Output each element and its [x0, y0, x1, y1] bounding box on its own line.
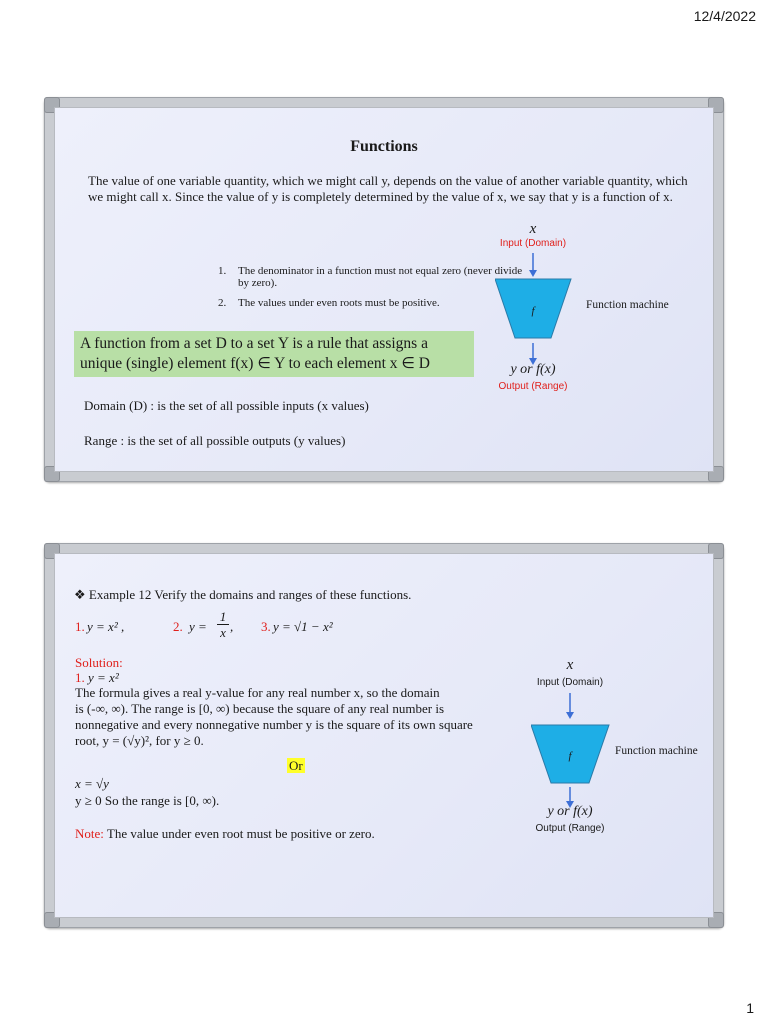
- intro-paragraph: The value of one variable quantity, which we might call y, depends on the value of another variable quantity, which we might call x. Since the value of y is completely determined by the value of x, we say that y is a function of x.: [88, 173, 688, 204]
- machine-label: Function machine: [586, 299, 669, 311]
- rule-2-text: The values under even roots must be positive.: [238, 297, 440, 309]
- rule-1-text: The denominator in a function must not equal zero (never divide by zero).: [238, 265, 523, 289]
- input-label: Input (Domain): [536, 677, 604, 688]
- func-2-numerator: 1: [219, 609, 227, 624]
- definition-line-2: unique (single) element f(x) ∈ Y to each element x ∈ D: [80, 355, 430, 372]
- rule-1-number: 1.: [218, 265, 227, 277]
- slide-2: [44, 543, 724, 928]
- range-definition: Range : is the set of all possible outputs (y values): [84, 433, 346, 448]
- note-label: Note:: [75, 826, 104, 841]
- solution-line-3: nonnegative and every nonnegative number y is the square of its own square: [75, 717, 473, 732]
- note: [75, 826, 375, 842]
- machine-symbol: f: [568, 750, 572, 762]
- slide-1: [44, 97, 724, 482]
- rule-2-number: 2.: [218, 297, 227, 309]
- input-arrow-icon: [529, 253, 537, 277]
- func-1-number: 1.: [75, 619, 85, 634]
- output-variable: y or f(x): [510, 362, 556, 377]
- func-2-denominator: x: [220, 625, 226, 640]
- func-1: y = x² ,: [87, 619, 125, 634]
- alt-line-1: x = √y: [75, 776, 109, 791]
- input-variable: x: [529, 221, 537, 237]
- output-label: Output (Range): [535, 823, 605, 834]
- example-heading: ❖ Example 12 Verify the domains and ranges of these functions.: [74, 587, 412, 602]
- func-3-number: 3.: [261, 619, 271, 634]
- output-label: Output (Range): [498, 381, 568, 392]
- alt-line-2: y ≥ 0 So the range is [0, ∞).: [75, 793, 220, 808]
- page-number: 1: [746, 1000, 754, 1016]
- func-2-number: 2.: [173, 619, 183, 634]
- note-text: The value under even root must be positive or zero.: [106, 826, 375, 841]
- solution-1-number: 1.: [75, 670, 85, 685]
- slide-title: Functions: [350, 138, 418, 155]
- rule-2: [218, 297, 528, 309]
- output-variable: y or f(x): [547, 804, 593, 819]
- input-variable: x: [566, 657, 574, 673]
- solution-1-heading: [75, 670, 119, 686]
- machine-label: Function machine: [615, 745, 698, 757]
- or-highlight: [287, 758, 305, 774]
- rule-1: [218, 265, 528, 289]
- input-arrow-icon: [566, 693, 574, 719]
- solution-line-4: root, y = (√y)², for y ≥ 0.: [75, 733, 204, 748]
- date-header: 12/4/2022: [693, 8, 756, 24]
- solution-label: Solution:: [75, 655, 123, 670]
- solution-line-1: The formula gives a real y-value for any real number x, so the domain: [75, 685, 440, 700]
- func-2-lhs: y =: [189, 619, 207, 634]
- solution-body: [75, 685, 515, 749]
- function-definition: [74, 331, 474, 377]
- domain-definition: Domain (D) : is the set of all possible inputs (x values): [84, 398, 369, 413]
- func-3: y = √1 − x²: [273, 619, 333, 634]
- machine-symbol: f: [531, 305, 535, 317]
- input-label: Input (Domain): [499, 238, 567, 249]
- or-text: Or: [289, 758, 303, 773]
- solution-line-2: is (-∞, ∞). The range is [0, ∞) because the square of any real number is: [75, 701, 445, 716]
- slide-2-canvas: [54, 553, 714, 918]
- solution-1-function: y = x²: [88, 670, 119, 685]
- func-2-comma: ,: [230, 619, 234, 634]
- example-functions: [75, 609, 395, 645]
- slide-1-canvas: [54, 107, 714, 472]
- definition-line-1: A function from a set D to a set Y is a rule that assigns a: [80, 335, 428, 352]
